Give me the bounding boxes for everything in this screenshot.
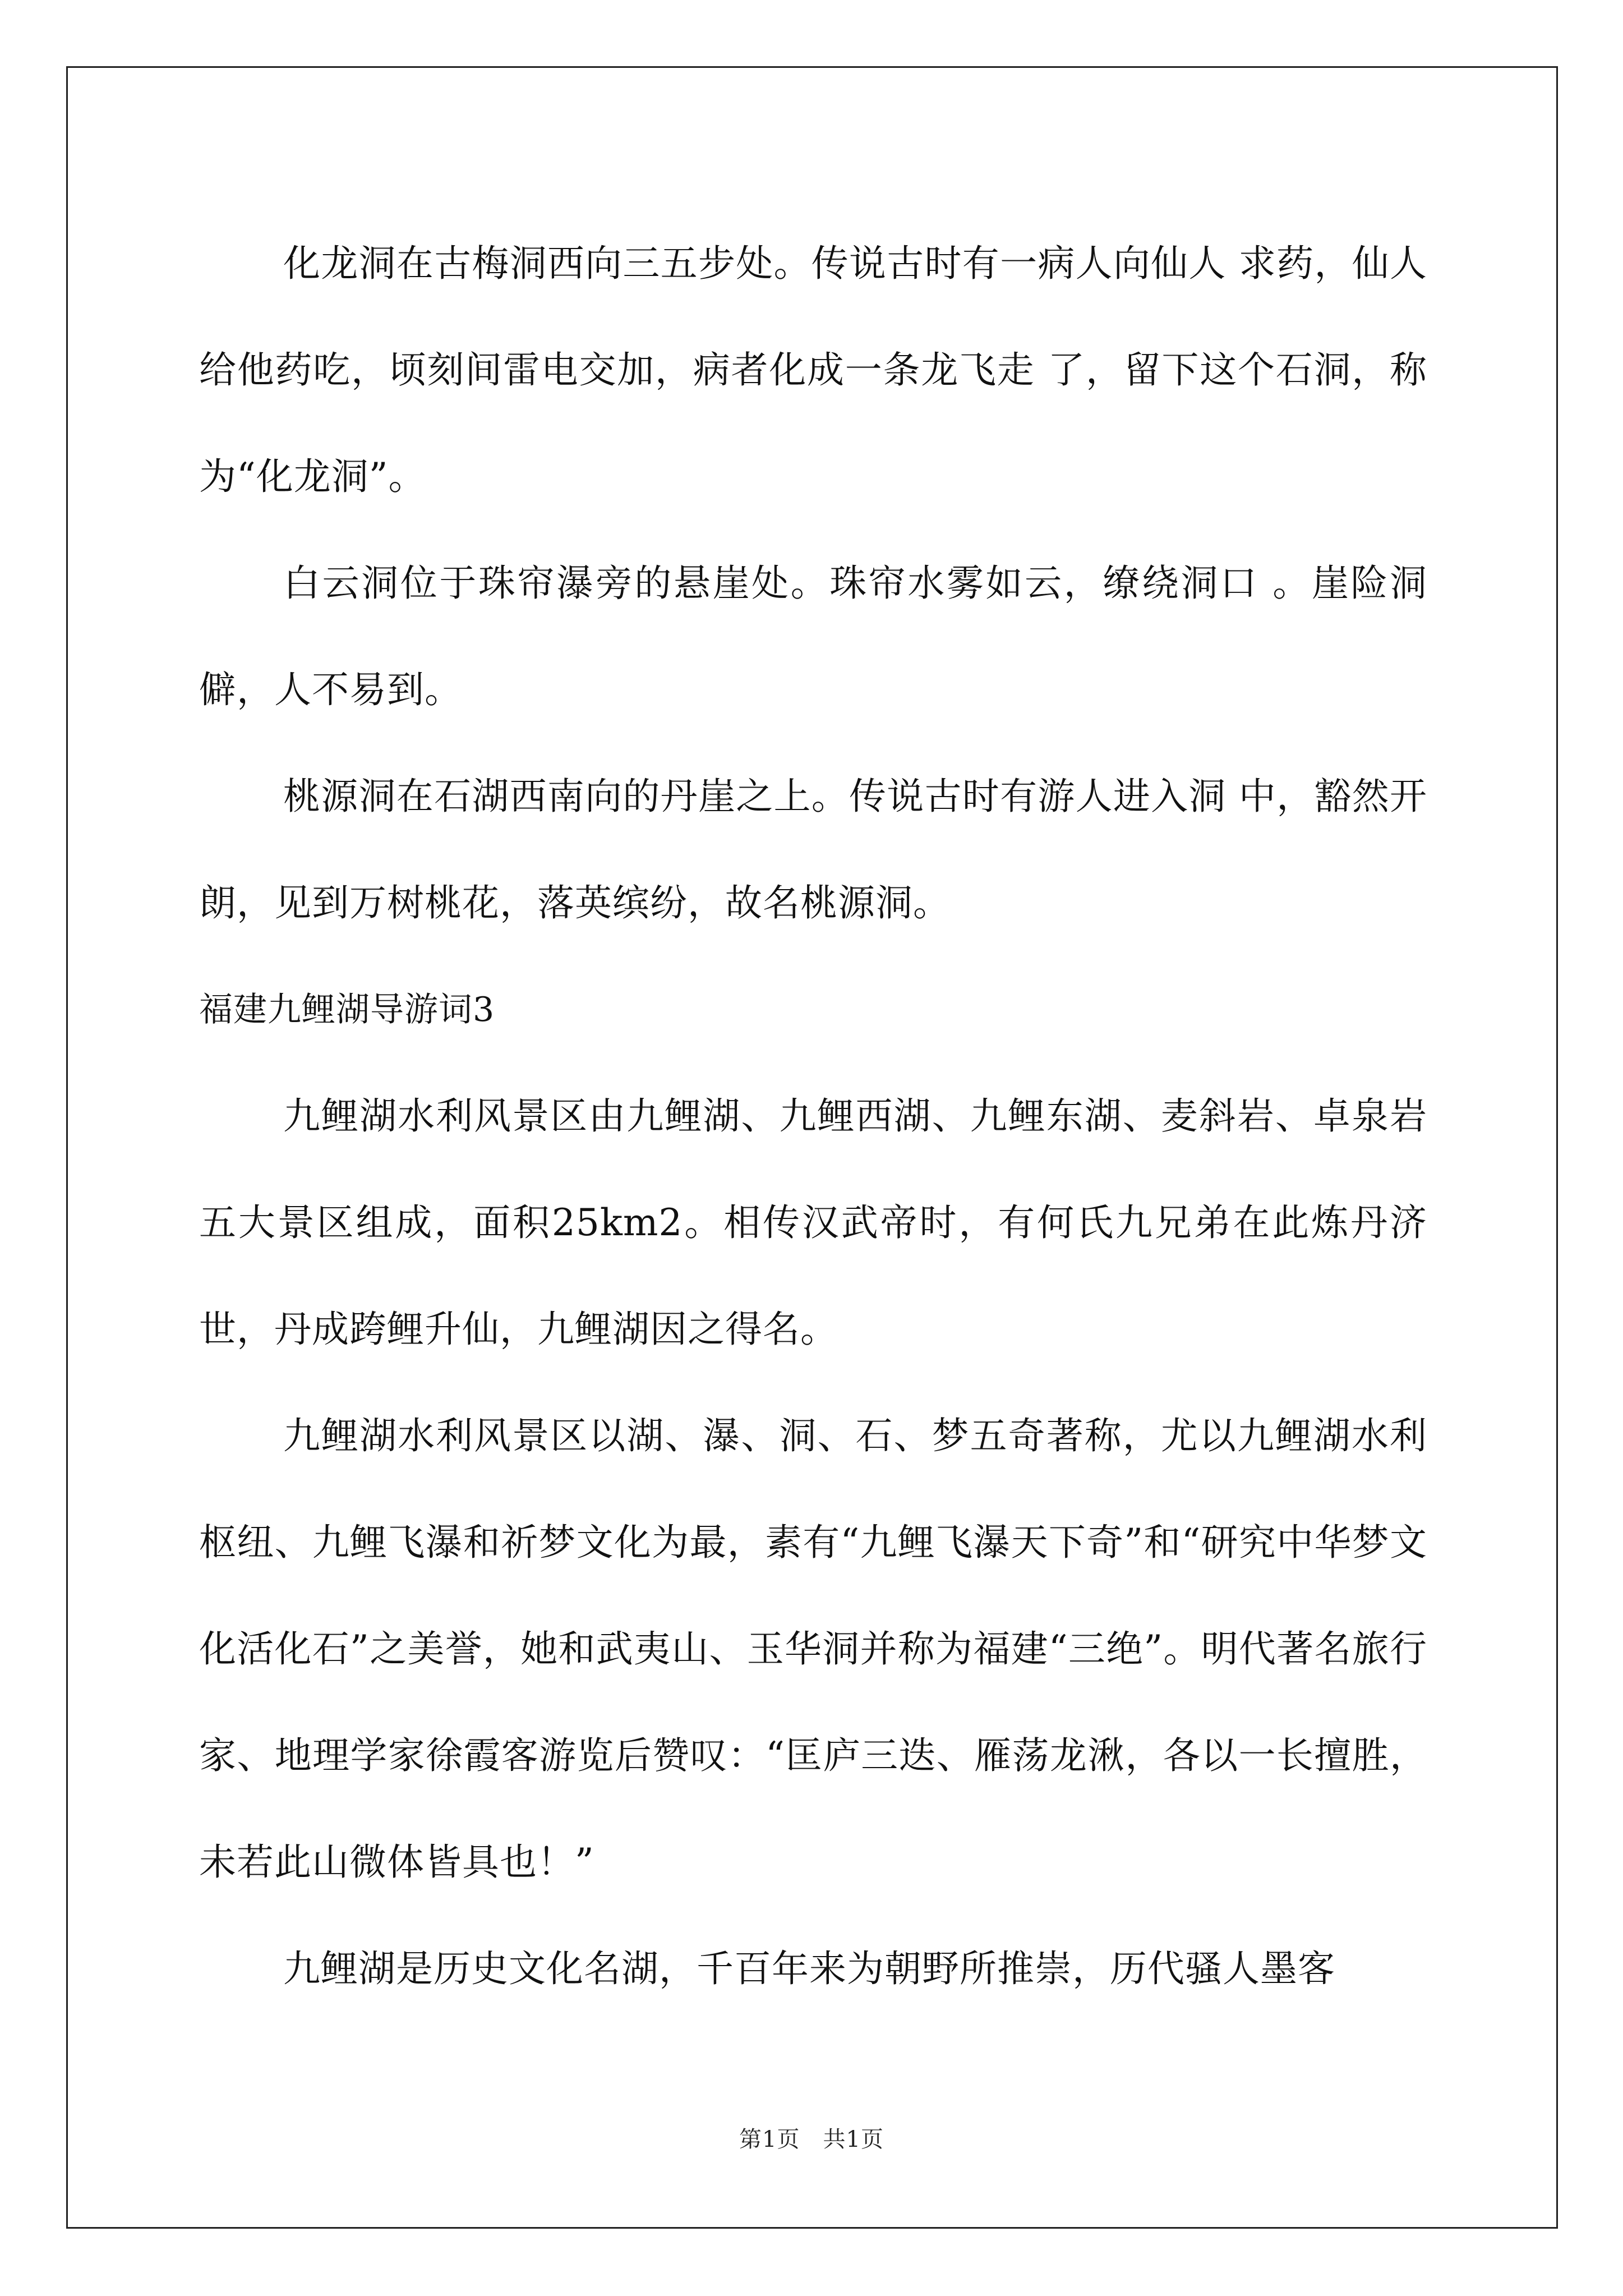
paragraph-baiyun-cave: 白云洞位于珠帘瀑旁的悬崖处。珠帘水雾如云，缭绕洞口 。崖险洞僻，人不易到。	[199, 562, 1427, 711]
paragraph-taoyuan-cave: 桃源洞在石湖西南向的丹崖之上。传说古时有游人进入洞 中，豁然开朗，见到万树桃花，落英缤纷，故名桃源洞。	[199, 775, 1427, 924]
paragraph-cultural-lake: 九鲤湖是历史文化名湖，千百年来为朝野所推崇，历代骚人墨客	[283, 1947, 1335, 1990]
paragraph-hualong-cave: 化龙洞在古梅洞西向三五步处。传说古时有一病人向仙人 求药，仙人给他药吃，顷刻间雷电交加，病者化成一条龙飞走 了，留下这个石洞，称为“化龙洞”。	[199, 242, 1427, 498]
document-body	[199, 210, 1427, 2022]
paragraph-five-wonders: 九鲤湖水利风景区以湖、瀑、洞、石、梦五奇著称，尤以九鲤湖水利枢纽、九鲤飞瀑和祈梦文化为最，素有“九鲤飞瀑天下奇”和“研究中华梦文化活化石”之美誉，她和武夷山、玉华洞并称为福建“三绝”。明代著名旅行家、地理学家徐霞客游览后赞叹：“匡庐三迭、雁荡龙湫，各以一长擅胜，未若此山微体皆具也！”	[199, 1414, 1427, 1884]
page-number-footer: 第1页 共1页	[739, 2127, 884, 2152]
section-heading: 福建九鲤湖导游词3	[199, 990, 495, 1029]
paragraph-scenic-area-intro: 九鲤湖水利风景区由九鲤湖、九鲤西湖、九鲤东湖、麦斜岩、卓泉岩五大景区组成，面积25km2。相传汉武帝时，有何氏九兄弟在此炼丹济世，丹成跨鲤升仙，九鲤湖因之得名。	[199, 1094, 1427, 1351]
